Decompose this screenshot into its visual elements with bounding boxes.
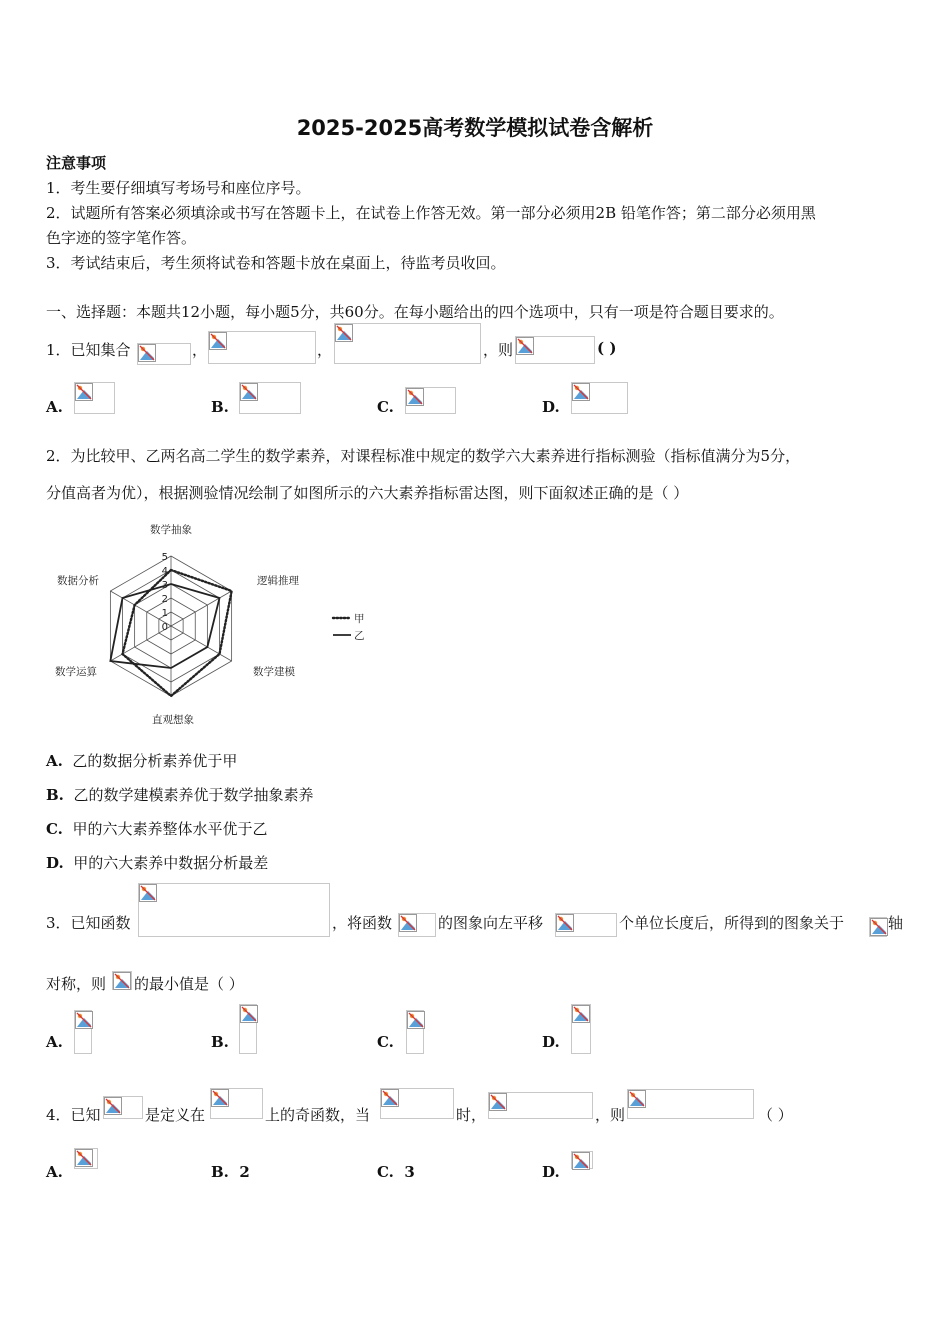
q4-option-c — [377, 1163, 415, 1181]
q4-text-4: ，则 — [595, 1106, 626, 1124]
q2-stem-line2: 分值高者为优），根据测验情况绘制了如图所示的六大素养指标雷达图，则下面叙述正确的是（ ） — [46, 484, 689, 502]
broken-image-icon — [113, 972, 131, 990]
q2-option-d-text: 甲的六大素养中数据分析最差 — [73, 854, 269, 872]
broken-image-icon — [406, 388, 424, 406]
q4-stem: 4．已知 — [46, 1106, 101, 1124]
broken-image-icon — [572, 1152, 590, 1170]
q4-formula-2 — [210, 1088, 263, 1119]
radar-axis-label: 直观想象 — [152, 714, 194, 726]
q3-option-b — [239, 1004, 257, 1054]
q4-option-b-label: B. — [211, 1163, 229, 1181]
q3-line2-a: 对称，则 — [46, 975, 107, 993]
broken-image-icon — [870, 918, 888, 936]
q1-option-c — [405, 387, 456, 414]
q3-text-1: ，将函数 — [332, 914, 393, 932]
broken-image-icon — [75, 1011, 93, 1029]
broken-image-icon — [240, 1005, 258, 1023]
page-title: 2025-2025高考数学模拟试卷含解析 — [296, 116, 654, 140]
notice-item-3: 3．考试结束后，考生须将试卷和答题卡放在桌面上，待监考员收回。 — [46, 254, 506, 272]
q4-formula-4 — [488, 1092, 593, 1119]
section-heading: 一、选择题：本题共12小题，每小题5分，共60分。在每小题给出的四个选项中，只有一项是符合题目要求的。 — [46, 303, 784, 321]
q1-formula-4 — [515, 336, 595, 364]
q1-option-a — [74, 382, 115, 414]
q2-option-a-label: A. — [46, 752, 63, 770]
q4-text-2: 上的奇函数，当 — [265, 1106, 371, 1124]
q3-option-a-label: A. — [46, 1033, 63, 1051]
q2-option-c-label: C. — [46, 820, 63, 838]
q2-option-b-label: B. — [46, 786, 64, 804]
broken-image-icon — [489, 1093, 507, 1111]
q4-option-a — [74, 1148, 98, 1169]
notice-item-1: 1．考生要仔细填写考场号和座位序号。 — [46, 179, 311, 197]
q3-option-d — [571, 1004, 591, 1054]
notice-heading: 注意事项 — [46, 154, 107, 172]
notice-item-2-cont: 色字迹的签字笔作答。 — [46, 229, 197, 247]
broken-image-icon — [399, 914, 417, 932]
broken-image-icon — [381, 1089, 399, 1107]
q4-option-c-label: C. — [377, 1163, 394, 1181]
broken-image-icon — [516, 337, 534, 355]
q4-option-c-value: 3 — [404, 1163, 415, 1181]
radar-axis-label: 数学运算 — [55, 666, 97, 678]
q2-option-c-text: 甲的六大素养整体水平优于乙 — [72, 820, 268, 838]
q2-option-d — [46, 852, 268, 873]
q1-option-d-label: D. — [542, 398, 560, 416]
q3-formula-4 — [869, 917, 887, 937]
q3-option-b-label: B. — [211, 1033, 229, 1051]
q1-comma-2: ， — [317, 341, 333, 359]
q3-option-d-label: D. — [542, 1033, 560, 1051]
broken-image-icon — [335, 324, 353, 342]
radar-tick-label: 5 — [161, 552, 168, 563]
q1-option-b — [239, 382, 301, 414]
q3-stem: 3．已知函数 — [46, 914, 131, 932]
q4-text-3: 时， — [456, 1106, 487, 1124]
q1-option-d — [571, 382, 628, 414]
q2-stem-line1: 2．为比较甲、乙两名高二学生的数学素养，对课程标准中规定的数学六大素养进行指标测验（指标值满分为5分， — [46, 447, 801, 465]
notice-item-2: 2．试题所有答案必须填涂或书写在答题卡上，在试卷上作答无效。第一部分必须用2B 铅笔作答；第二部分必须用黑 — [46, 204, 816, 222]
broken-image-icon — [572, 383, 590, 401]
q3-text-2: 的图象向左平移 — [438, 914, 544, 932]
radar-axis-label: 数据分析 — [57, 575, 99, 587]
legend-label: 乙 — [354, 630, 365, 642]
q3-line2-b: 的最小值是（ ） — [134, 975, 244, 993]
broken-image-icon — [138, 344, 156, 362]
q1-formula-3 — [334, 323, 481, 364]
broken-image-icon — [211, 1089, 229, 1107]
radar-spoke-2 — [171, 626, 232, 661]
q3-option-c-label: C. — [377, 1033, 394, 1051]
radar-tick-label: 0 — [161, 622, 168, 633]
q4-formula-1 — [103, 1096, 143, 1119]
q2-option-d-label: D. — [46, 854, 64, 872]
radar-tick-label: 3 — [161, 580, 168, 591]
broken-image-icon — [407, 1011, 425, 1029]
broken-image-icon — [209, 332, 227, 350]
q4-option-a-label: A. — [46, 1163, 63, 1181]
q4-option-b — [211, 1163, 250, 1181]
q3-option-c — [406, 1010, 424, 1054]
q4-option-b-value: 2 — [239, 1163, 250, 1181]
q4-text-1: 是定义在 — [145, 1106, 206, 1124]
q1-formula-2 — [208, 331, 316, 364]
q2-option-a — [46, 750, 237, 771]
radar-axis-label: 逻辑推理 — [257, 575, 299, 587]
q3-formula-2 — [398, 913, 436, 937]
broken-image-icon — [556, 914, 574, 932]
broken-image-icon — [104, 1097, 122, 1115]
radar-tick-label: 4 — [161, 566, 168, 577]
q4-option-d — [571, 1151, 593, 1169]
broken-image-icon — [75, 383, 93, 401]
q4-formula-3 — [380, 1088, 454, 1119]
q4-option-d-label: D. — [542, 1163, 560, 1181]
q1-answer-paren: ( ) — [597, 339, 617, 357]
q3-text-3: 个单位长度后，所得到的图象关于 — [619, 914, 845, 932]
broken-image-icon — [75, 1149, 93, 1167]
q3-formula-3 — [555, 913, 617, 937]
q1-formula-1 — [137, 343, 191, 365]
q2-option-b-text: 乙的数学建模素养优于数学抽象素养 — [73, 786, 314, 804]
q2-option-c — [46, 818, 267, 839]
radar-axis-label: 数学建模 — [253, 666, 295, 678]
q3-formula-1 — [138, 883, 330, 937]
q2-option-a-text: 乙的数据分析素养优于甲 — [72, 752, 238, 770]
q1-comma-1: ， — [192, 341, 208, 359]
q1-option-c-label: C. — [377, 398, 394, 416]
legend-label: 甲 — [354, 613, 365, 625]
radar-tick-label: 2 — [161, 594, 168, 605]
q4-answer-paren: （ ） — [758, 1106, 793, 1124]
q1-option-b-label: B. — [211, 398, 229, 416]
q2-option-b — [46, 784, 313, 805]
q1-stem: 1．已知集合 — [46, 341, 131, 359]
radar-chart — [40, 515, 380, 730]
radar-spoke-1 — [171, 591, 232, 626]
radar-axis-label: 数学抽象 — [150, 524, 192, 536]
broken-image-icon — [628, 1090, 646, 1108]
q3-option-a — [74, 1010, 92, 1054]
q1-option-a-label: A. — [46, 398, 63, 416]
q1-then: ，则 — [483, 341, 514, 359]
broken-image-icon — [572, 1005, 590, 1023]
broken-image-icon — [139, 884, 157, 902]
q3-text-end: 轴 — [888, 914, 904, 932]
broken-image-icon — [240, 383, 258, 401]
q3-formula-5 — [112, 971, 132, 990]
radar-tick-label: 1 — [161, 608, 168, 619]
q4-formula-5 — [627, 1089, 754, 1119]
